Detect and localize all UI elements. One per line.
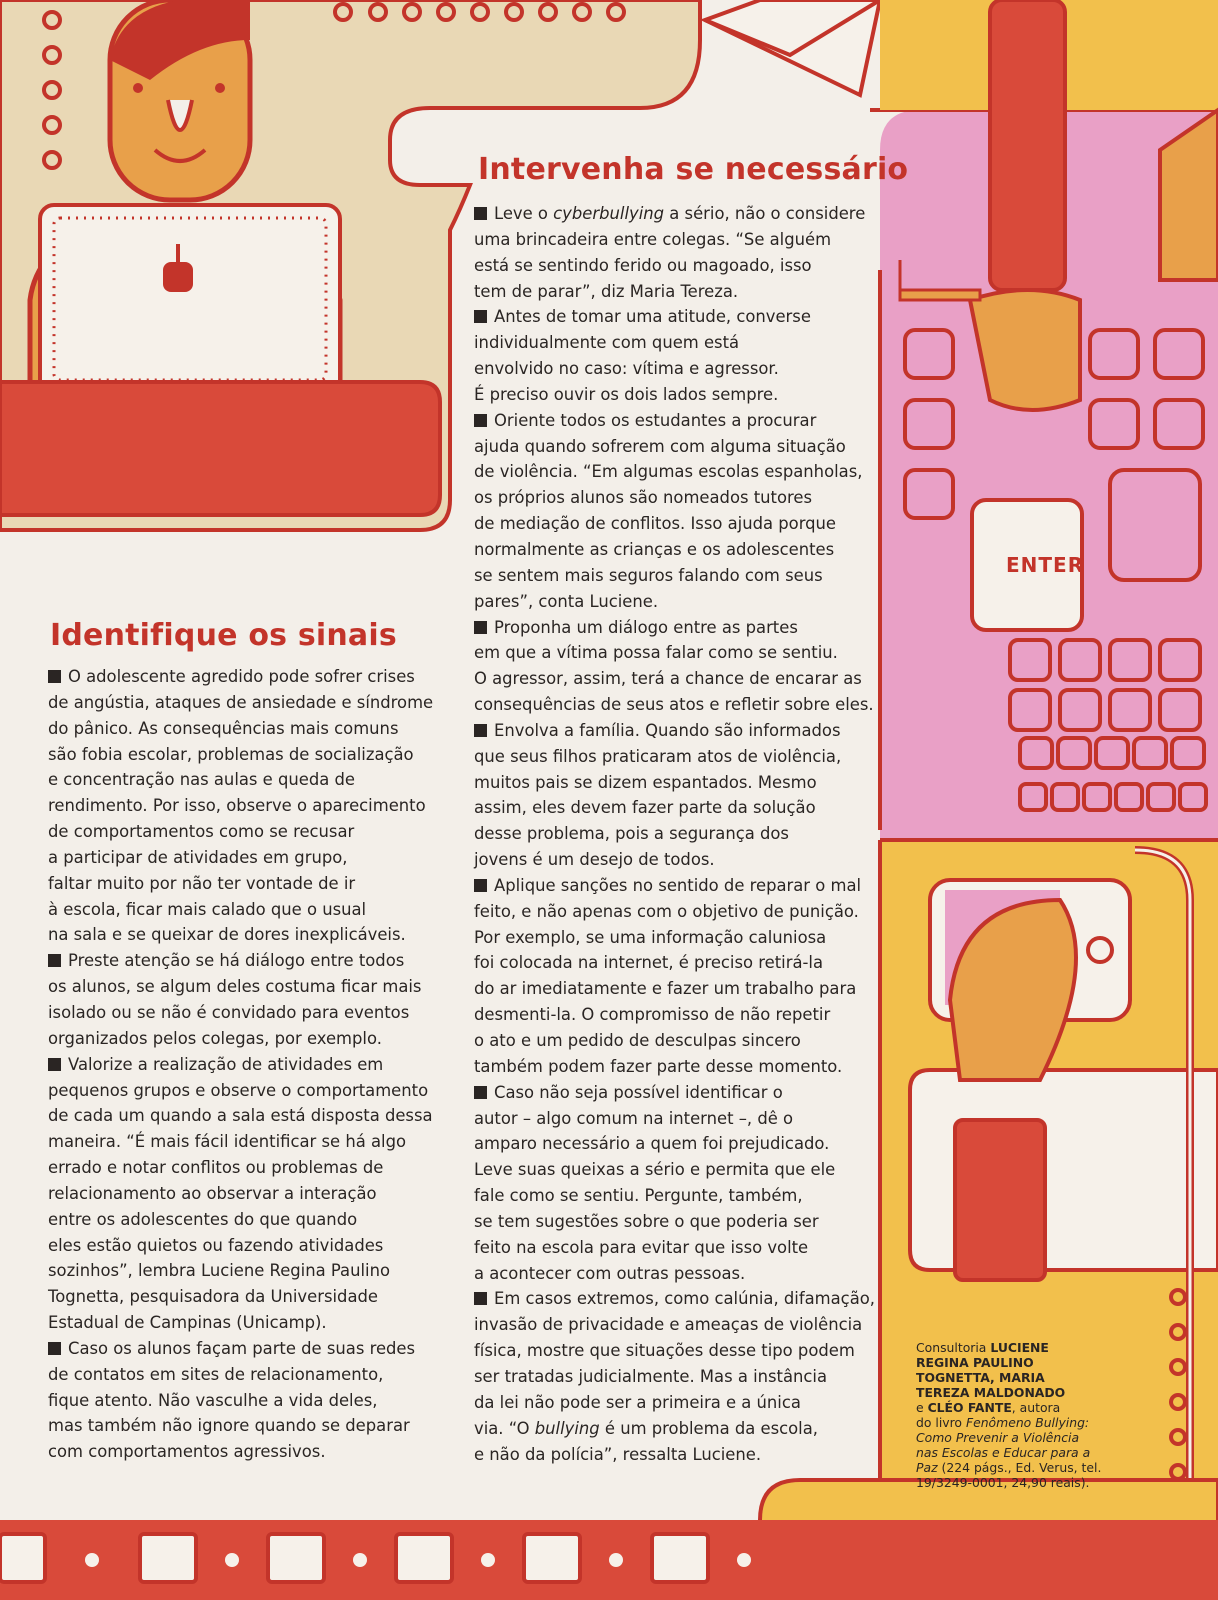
text-line: [474, 666, 875, 692]
line-text: Oriente todos os estudantes a procurar: [494, 410, 817, 430]
line-text: se sentem mais seguros falando com seus: [474, 565, 823, 585]
line-text: Tognetta, pesquisadora da Universidade: [48, 1287, 378, 1307]
line-text: amparo necessário a quem foi prejudicado.: [474, 1134, 830, 1154]
credits-line: [916, 1385, 1126, 1400]
text-line: [474, 1312, 875, 1338]
text-line: [474, 615, 875, 641]
bottom-strip: [0, 1480, 1218, 1600]
line-text: o ato e um pedido de desculpas sincero: [474, 1031, 801, 1050]
text-line: [48, 1336, 433, 1362]
credits-text: (224 págs., Ed. Verus, tel.: [937, 1460, 1102, 1475]
text-line: [48, 1362, 433, 1388]
text-line: [474, 1183, 875, 1209]
text-line: [48, 897, 433, 923]
line-text: via. “O: [474, 1418, 535, 1438]
text-line: [474, 356, 875, 382]
line-text: Caso não seja possível identificar o: [494, 1082, 783, 1102]
text-line: [474, 589, 875, 615]
credits-text: Fenômeno Bullying:: [965, 1415, 1090, 1430]
line-text: do pânico. As consequências mais comuns: [48, 718, 399, 738]
bullet-square-icon: [474, 207, 487, 220]
bullet-square-icon: [474, 310, 487, 323]
line-text: normalmente as crianças e os adolescentes: [474, 539, 835, 559]
text-line: [474, 1286, 875, 1312]
text-line: [474, 1390, 875, 1416]
credits-text: CLÉO FANTE: [927, 1400, 1012, 1415]
credits-text: e: [916, 1400, 928, 1415]
text-line: [48, 1233, 433, 1259]
text-line: [474, 279, 875, 305]
line-text: que seus filhos praticaram atos de violência,: [474, 746, 842, 766]
consultancy-credits: [916, 1340, 1126, 1490]
text-line: [474, 227, 875, 253]
text-line: [474, 1416, 875, 1442]
line-text: os próprios alunos são nomeados tutores: [474, 488, 813, 508]
credits-line: [916, 1445, 1126, 1460]
line-text: Preste atenção se há diálogo entre todos: [68, 951, 405, 971]
right-section-body: [474, 201, 875, 1467]
bullet-square-icon: [474, 724, 487, 737]
credits-line: [916, 1460, 1126, 1475]
line-text: pares”, conta Luciene.: [474, 591, 659, 611]
text-line: [48, 974, 433, 1000]
text-line: [474, 330, 875, 356]
line-text: fale como se sentiu. Pergunte, também,: [474, 1186, 803, 1206]
text-line: [48, 1284, 433, 1310]
text-line: [474, 382, 875, 408]
line-text: fique atento. Não vasculhe a vida deles,: [48, 1390, 378, 1410]
line-text: consequências de seus atos e refletir sobre eles.: [474, 695, 874, 715]
text-line: [48, 716, 433, 742]
text-line: [48, 1181, 433, 1207]
line-text: envolvido no caso: vítima e agressor.: [474, 359, 779, 379]
text-line: [474, 511, 875, 537]
line-text: e não da polícia”, ressalta Luciene.: [474, 1444, 762, 1464]
text-line: [474, 1106, 875, 1132]
line-text: jovens é um desejo de todos.: [474, 850, 715, 870]
text-line: [474, 925, 875, 951]
line-text: são fobia escolar, problemas de socialização: [48, 744, 414, 764]
bullet-square-icon: [48, 1342, 61, 1355]
line-text: Caso os alunos façam parte de suas redes: [68, 1338, 416, 1358]
credits-line: [916, 1430, 1126, 1445]
text-line: [474, 485, 875, 511]
text-line: [474, 795, 875, 821]
line-text: também podem fazer parte desse momento.: [474, 1056, 843, 1076]
credits-line: [916, 1475, 1126, 1490]
line-text: de comportamentos como se recusar: [48, 822, 355, 842]
line-text: Em casos extremos, como calúnia, difamação,: [494, 1289, 875, 1309]
text-line: [474, 1235, 875, 1261]
credits-text: nas Escolas e Educar para a: [916, 1445, 1091, 1460]
line-text: Leve o: [494, 204, 554, 223]
text-line: [474, 1002, 875, 1028]
text-line: [48, 1413, 433, 1439]
text-line: [474, 640, 875, 666]
line-text: a sério, não o considere: [664, 204, 866, 223]
line-text: a acontecer com outras pessoas.: [474, 1263, 746, 1283]
text-line: [48, 1078, 433, 1104]
text-line: [474, 1080, 875, 1106]
text-line: [48, 1155, 433, 1181]
text-line: [474, 434, 875, 460]
text-line: [48, 1052, 433, 1078]
line-text: e concentração nas aulas e queda de: [48, 770, 355, 790]
right-keyboard-scene: [870, 0, 1218, 840]
credits-text: Paz: [916, 1460, 938, 1475]
text-line: [474, 692, 875, 718]
bullet-square-icon: [474, 414, 487, 427]
line-text: É preciso ouvir os dois lados sempre.: [474, 384, 779, 404]
line-text: feito na escola para evitar que isso volte: [474, 1237, 809, 1257]
text-line: [474, 201, 875, 227]
line-text: desse problema, pois a segurança dos: [474, 824, 789, 844]
line-text: a participar de atividades em grupo,: [48, 847, 348, 867]
line-text: está se sentindo ferido ou magoado, isso: [474, 255, 812, 275]
line-text: eles estão quietos ou fazendo atividades: [48, 1235, 384, 1255]
text-line: [48, 1439, 433, 1465]
line-text: de contatos em sites de relacionamento,: [48, 1364, 384, 1384]
line-text: mas também não ignore quando se deparar: [48, 1416, 410, 1436]
line-text: em que a vítima possa falar como se sentiu.: [474, 643, 838, 663]
bullet-square-icon: [48, 1058, 61, 1071]
credits-text: 19/3249-0001, 24,90 reais).: [916, 1475, 1090, 1490]
text-line: [474, 821, 875, 847]
line-text: relacionamento ao observar a interação: [48, 1183, 377, 1203]
line-text: errado e notar conflitos ou problemas de: [48, 1158, 384, 1178]
text-line: [474, 1028, 875, 1054]
text-line: [474, 1261, 875, 1287]
text-line: [474, 1157, 875, 1183]
line-text: maneira. “É mais fácil identificar se há algo: [48, 1132, 407, 1152]
text-line: [474, 950, 875, 976]
left-section-body: [48, 664, 433, 1465]
credits-text: , autora: [1011, 1400, 1061, 1415]
credits-text: TEREZA MALDONADO: [916, 1385, 1066, 1400]
text-line: [48, 1388, 433, 1414]
line-text: de angústia, ataques de ansiedade e síndrome: [48, 692, 434, 712]
left-section-heading: Identifique os sinais: [50, 618, 397, 653]
line-text: Valorize a realização de atividades em: [68, 1054, 384, 1074]
credits-text: TOGNETTA, MARIA: [916, 1370, 1045, 1385]
enter-key-label: ENTER: [1006, 553, 1085, 577]
line-text: de cada um quando a sala está disposta dessa: [48, 1106, 433, 1126]
text-line: [474, 873, 875, 899]
credits-line: [916, 1340, 1126, 1355]
bullet-square-icon: [48, 670, 61, 683]
text-line: [48, 1310, 433, 1336]
text-line: [474, 253, 875, 279]
line-text: os alunos, se algum deles costuma ficar mais: [48, 977, 422, 997]
text-line: [474, 744, 875, 770]
credits-text: LUCIENE: [990, 1340, 1049, 1355]
bullet-square-icon: [48, 954, 61, 967]
credits-line: [916, 1355, 1126, 1370]
line-text: O agressor, assim, terá a chance de encarar as: [474, 669, 862, 689]
line-text: individualmente com quem está: [474, 333, 740, 353]
line-text: com comportamentos agressivos.: [48, 1442, 326, 1462]
text-line: [474, 718, 875, 744]
line-text: Estadual de Campinas (Unicamp).: [48, 1313, 327, 1333]
text-line: [474, 563, 875, 589]
line-text: física, mostre que situações desse tipo podem: [474, 1341, 855, 1361]
line-text: entre os adolescentes do que quando: [48, 1209, 358, 1229]
bullet-square-icon: [474, 879, 487, 892]
text-line: [48, 1258, 433, 1284]
text-line: [48, 1000, 433, 1026]
line-text: invasão de privacidade e ameaças de violência: [474, 1315, 863, 1335]
line-text: Aplique sanções no sentido de reparar o mal: [494, 875, 862, 895]
line-text: Leve suas queixas a sério e permita que ele: [474, 1160, 836, 1180]
text-line: [474, 976, 875, 1002]
text-line: [474, 304, 875, 330]
text-line: [474, 770, 875, 796]
line-text: Antes de tomar uma atitude, converse: [494, 307, 811, 327]
line-text: faltar muito por não ter vontade de ir: [48, 873, 356, 893]
line-text: de violência. “Em algumas escolas espanholas,: [474, 462, 863, 482]
line-text: à escola, ficar mais calado que o usual: [48, 899, 367, 919]
credits-text: Como Prevenir a Violência: [916, 1430, 1080, 1445]
text-line: [48, 767, 433, 793]
line-text: ser tratadas judicialmente. Mas a instância: [474, 1366, 828, 1386]
line-text: se tem sugestões sobre o que poderia ser: [474, 1211, 819, 1231]
bullet-square-icon: [474, 1086, 487, 1099]
text-line: [48, 1026, 433, 1052]
text-line: [48, 793, 433, 819]
line-text: na sala e se queixar de dores inexplicáveis.: [48, 925, 406, 945]
line-text: tem de parar”, diz Maria Tereza.: [474, 281, 739, 301]
text-line: [48, 690, 433, 716]
line-text: Por exemplo, se uma informação caluniosa: [474, 927, 827, 947]
line-text: isolado ou se não é convidado para eventos: [48, 1002, 410, 1022]
credits-line: [916, 1370, 1126, 1385]
text-line: [48, 664, 433, 690]
bullet-square-icon: [474, 621, 487, 634]
line-text: de mediação de conflitos. Isso ajuda porque: [474, 514, 837, 534]
text-line: [48, 871, 433, 897]
line-text: da lei não pode ser a primeira e a única: [474, 1392, 801, 1412]
line-text: feito, e não apenas com o objetivo de punição.: [474, 901, 859, 921]
text-line: [474, 899, 875, 925]
line-text: pequenos grupos e observe o comportamento: [48, 1080, 429, 1100]
text-line: [474, 1131, 875, 1157]
text-line: [48, 922, 433, 948]
line-text: foi colocada na internet, é preciso retirá-la: [474, 953, 824, 973]
line-text: rendimento. Por isso, observe o aparecimento: [48, 796, 426, 816]
line-text: assim, eles devem fazer parte da solução: [474, 798, 816, 818]
text-line: [48, 819, 433, 845]
text-line: [48, 1207, 433, 1233]
line-text: O adolescente agredido pode sofrer crises: [68, 667, 415, 686]
right-section-heading: Intervenha se necessário: [478, 152, 909, 187]
line-italic-text: cyberbullying: [553, 204, 665, 223]
line-text: ajuda quando sofrerem com alguma situação: [474, 436, 846, 456]
line-text: sozinhos”, lembra Luciene Regina Paulino: [48, 1261, 390, 1281]
line-text: desmenti-la. O compromisso de não repetir: [474, 1005, 831, 1025]
line-text: é um problema da escola,: [599, 1418, 818, 1438]
line-text: muitos pais se dizem espantados. Mesmo: [474, 772, 817, 792]
text-line: [474, 1364, 875, 1390]
credits-text: Consultoria: [916, 1340, 991, 1355]
text-line: [474, 537, 875, 563]
line-text: do ar imediatamente e fazer um trabalho para: [474, 979, 857, 999]
text-line: [48, 1129, 433, 1155]
text-line: [474, 847, 875, 873]
text-line: [474, 459, 875, 485]
credits-text: do livro: [916, 1415, 966, 1430]
text-line: [474, 1338, 875, 1364]
text-line: [48, 948, 433, 974]
text-line: [474, 1442, 875, 1468]
text-line: [48, 845, 433, 871]
line-text: Proponha um diálogo entre as partes: [494, 617, 798, 637]
bullet-square-icon: [474, 1292, 487, 1305]
credits-line: [916, 1415, 1126, 1430]
line-italic-text: bullying: [534, 1418, 600, 1438]
text-line: [48, 742, 433, 768]
line-text: uma brincadeira entre colegas. “Se alguém: [474, 229, 832, 249]
line-text: organizados pelos colegas, por exemplo.: [48, 1028, 382, 1048]
text-line: [474, 1054, 875, 1080]
line-text: Envolva a família. Quando são informados: [494, 720, 841, 740]
text-line: [474, 1209, 875, 1235]
text-line: [48, 1103, 433, 1129]
credits-line: [916, 1400, 1126, 1415]
text-line: [474, 408, 875, 434]
line-text: autor – algo comum na internet –, dê o: [474, 1108, 794, 1128]
credits-text: REGINA PAULINO: [916, 1355, 1034, 1370]
